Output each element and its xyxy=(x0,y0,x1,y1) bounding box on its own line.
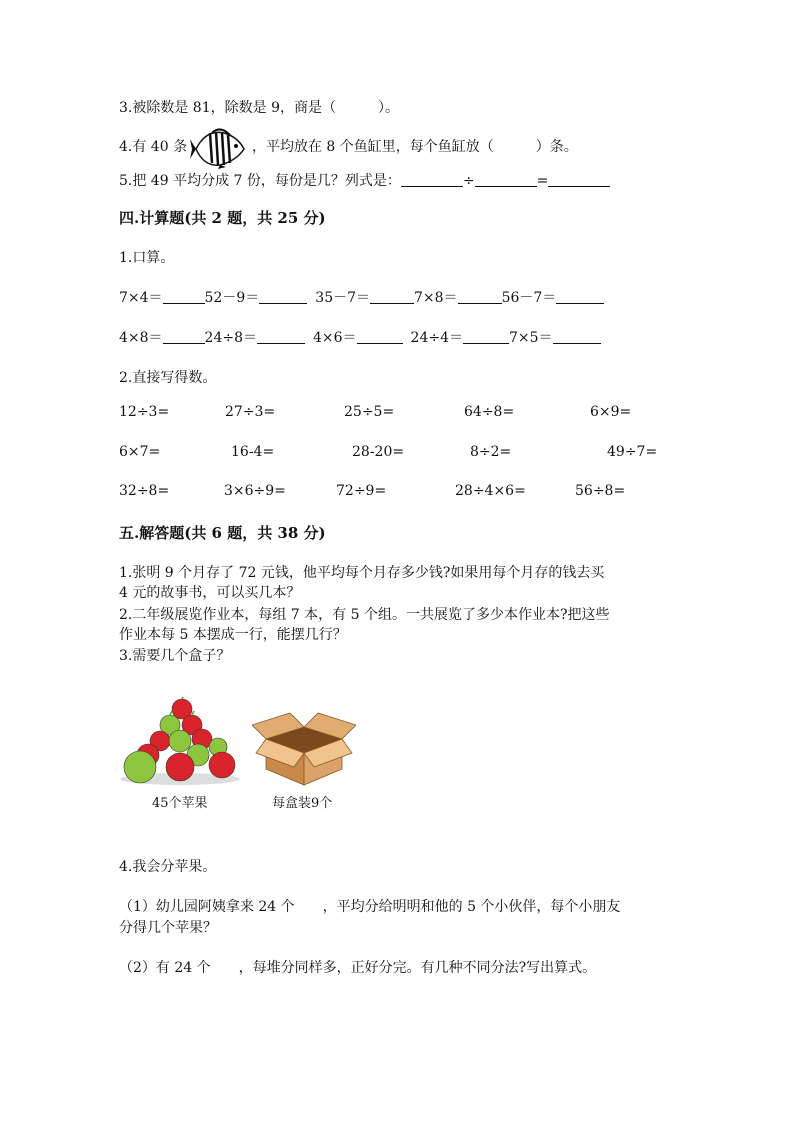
oral-calc-item: 7×5＝ xyxy=(509,330,553,346)
section-4-heading: 四.计算题(共 2 题，共 25 分) xyxy=(119,209,326,227)
oral-calc-item: 35－7＝ xyxy=(315,290,371,306)
oral-calc-item: 4×8＝ xyxy=(119,330,163,346)
fish-icon xyxy=(190,127,248,169)
question-5-1-line-2: 4 元的故事书，可以买几本？ xyxy=(119,585,301,601)
answer-blank[interactable] xyxy=(257,329,305,344)
answer-blank[interactable] xyxy=(458,289,502,304)
oral-calc-item: 52－9＝ xyxy=(204,290,260,306)
question-5-4-1-line-2: 分得几个苹果？ xyxy=(119,920,217,936)
question-5-2-line-2: 作业本每 5 本摆成一行，能摆几行？ xyxy=(119,627,347,643)
answer-blank[interactable] xyxy=(463,329,509,344)
oral-calc-row-2 xyxy=(119,327,601,347)
direct-calc-item: 32÷8= xyxy=(119,483,170,499)
answer-blank[interactable] xyxy=(163,289,205,304)
direct-calc-item: 56÷8= xyxy=(575,483,626,499)
direct-calc-item: 6×9= xyxy=(590,404,632,420)
answer-blank[interactable] xyxy=(548,172,610,187)
question-5-4: 4.我会分苹果。 xyxy=(119,859,217,875)
oral-calc-row-1 xyxy=(119,287,604,307)
oral-calc-item: 56－7＝ xyxy=(501,290,557,306)
direct-calc-item: 8÷2= xyxy=(470,444,512,460)
direct-calc-item: 25÷5= xyxy=(344,404,395,420)
question-5-4-2: （2）有 24 个 ，每堆分同样多，正好分完。有几种不同分法?写出算式。 xyxy=(119,960,597,976)
answer-blank[interactable] xyxy=(259,289,307,304)
question-5-3: 3.需要几个盒子？ xyxy=(119,648,231,664)
box-image xyxy=(252,709,356,787)
question-5-4-1-line-1: （1）幼儿园阿姨拿来 24 个 ，平均分给明明和他的 5 个小伙伴，每个小朋友 xyxy=(119,899,621,915)
direct-calc-item: 64÷8= xyxy=(464,404,515,420)
direct-calc-item: 16-4= xyxy=(231,444,275,460)
direct-calc-item: 6×7= xyxy=(119,444,161,460)
division-sign: ÷ xyxy=(462,173,475,189)
direct-calc-item: 72÷9= xyxy=(336,483,387,499)
answer-blank[interactable] xyxy=(556,289,604,304)
direct-calc-item: 3×6÷9= xyxy=(224,483,286,499)
answer-blank[interactable] xyxy=(553,329,601,344)
question-3-5 xyxy=(119,170,610,190)
box-caption: 每盒装9个 xyxy=(272,796,333,811)
answer-blank[interactable] xyxy=(401,172,463,187)
oral-calc-item: 7×4＝ xyxy=(119,290,163,306)
direct-calc-item: 27÷3= xyxy=(225,404,276,420)
direct-calc-item: 12÷3= xyxy=(119,404,170,420)
question-3-4-suffix: ，平均放在 8 个鱼缸里，每个鱼缸放（ ）条。 xyxy=(251,139,578,155)
oral-calc-item: 4×6＝ xyxy=(313,330,357,346)
answer-blank[interactable] xyxy=(163,329,205,344)
oral-calc-item: 7×8＝ xyxy=(414,290,458,306)
question-3-3: 3.被除数是 81，除数是 9，商是（ ）。 xyxy=(119,100,399,116)
section-4-q1-title: 1.口算。 xyxy=(119,250,175,266)
section-5-heading: 五.解答题(共 6 题，共 38 分) xyxy=(119,524,326,542)
question-3-4 xyxy=(119,127,578,169)
oral-calc-item: 24÷4＝ xyxy=(410,330,463,346)
question-5-1-line-1: 1.张明 9 个月存了 72 元钱，他平均每个月存多少钱?如果用每个月存的钱去买 xyxy=(119,565,605,581)
apple-caption: 45个苹果 xyxy=(152,796,208,811)
direct-calc-item: 49÷7= xyxy=(607,444,658,460)
question-5-2-line-1: 2.二年级展览作业本，每组 7 本，有 5 个组。一共展览了多少本作业本?把这些 xyxy=(119,607,610,623)
oral-calc-item: 24÷8＝ xyxy=(204,330,257,346)
direct-calc-item: 28÷4×6= xyxy=(455,483,526,499)
direct-calc-item: 28-20= xyxy=(352,444,405,460)
question-3-4-prefix: 4.有 40 条 xyxy=(119,139,188,155)
question-3-5-prefix: 5.把 49 平均分成 7 份，每份是几？列式是： xyxy=(119,173,401,189)
section-4-q2-title: 2.直接写得数。 xyxy=(119,370,217,386)
apple-pile-image xyxy=(118,697,242,787)
answer-blank[interactable] xyxy=(475,172,537,187)
answer-blank[interactable] xyxy=(357,329,403,344)
equals-sign: = xyxy=(536,173,549,189)
answer-blank[interactable] xyxy=(370,289,414,304)
